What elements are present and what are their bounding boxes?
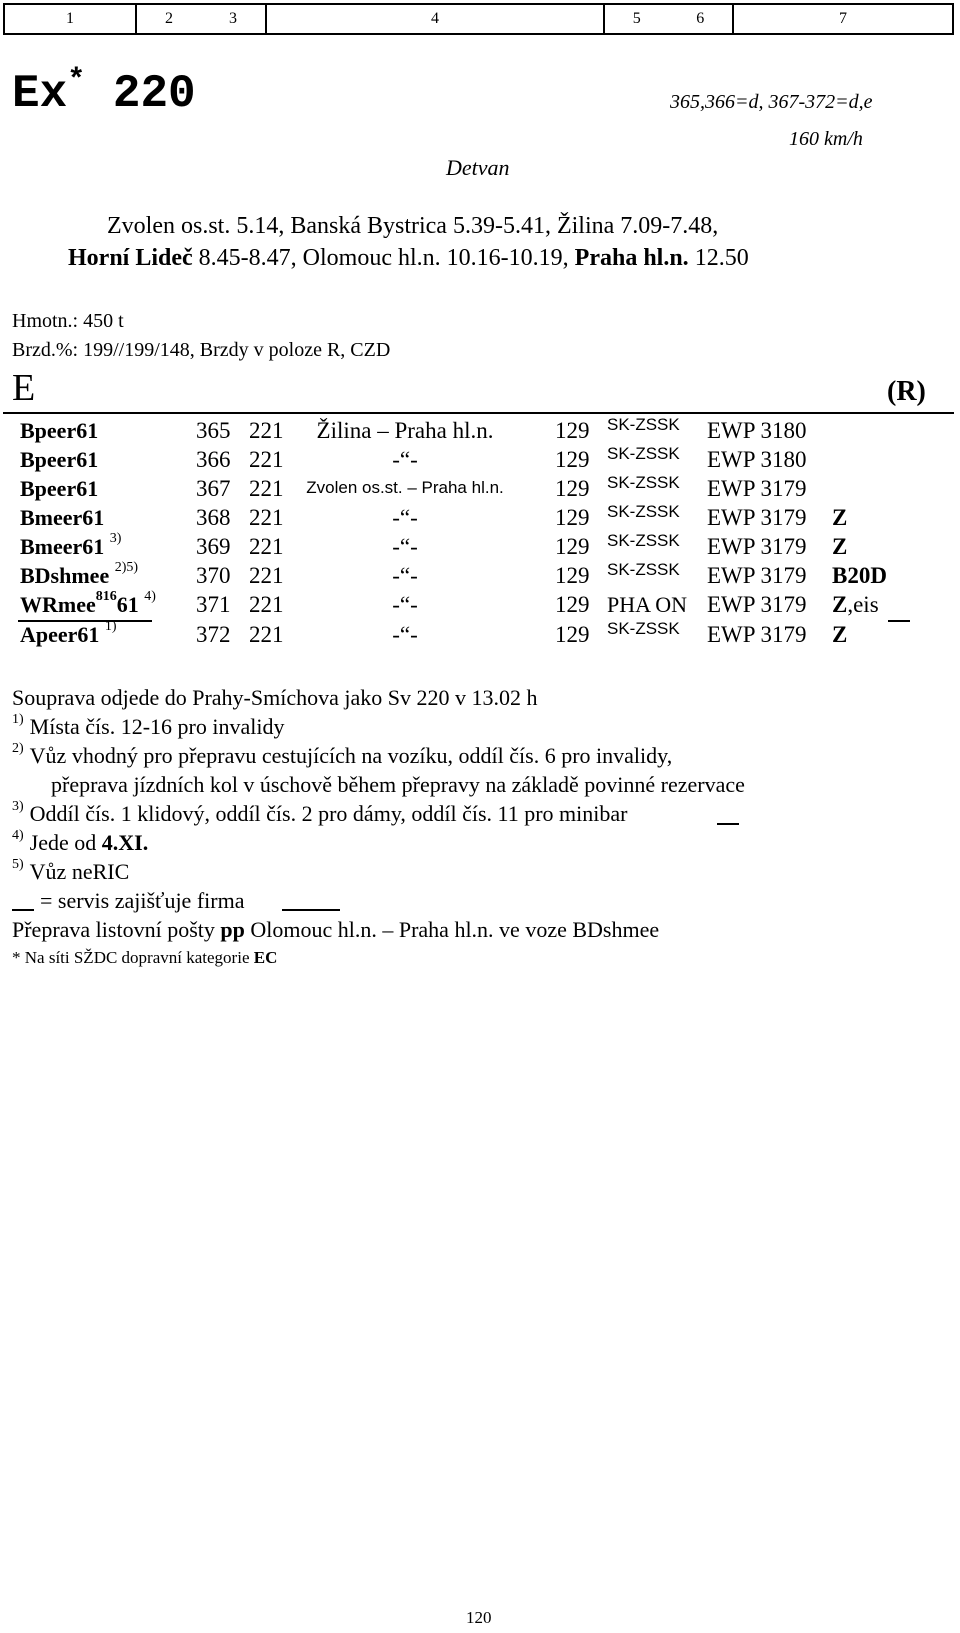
column-5: 5 — [632, 10, 641, 27]
route-stop-praha: Praha hl.n. — [574, 245, 689, 271]
coach-operator: SK-ZSSK — [607, 444, 680, 463]
coach-flag: B20D — [832, 563, 887, 588]
coach-ewp: EWP 3180 — [707, 418, 807, 443]
section-rule — [3, 412, 954, 414]
coach-type: Bmeer61 $^{3)}$ — [20, 531, 122, 559]
route-stop-horni-lidec: Horní Lideč — [68, 245, 193, 271]
coach-number: 371 — [196, 592, 231, 617]
table-row — [0, 473, 960, 506]
train-speed: 160 km/h — [789, 128, 863, 150]
coach-code: 221 — [249, 476, 284, 501]
brake-info: Brzd.%: 199//199/148, Brzdy v poloze R, CZD — [12, 339, 391, 361]
column-7: 7 — [839, 10, 847, 27]
footnote-ref: 3) — [109, 531, 122, 546]
coach-number: 365 — [196, 418, 231, 443]
table-row — [0, 619, 960, 652]
column-1: 1 — [5, 5, 137, 33]
coach-number: 368 — [196, 505, 231, 530]
train-weight: Hmotn.: 450 t — [12, 310, 124, 332]
coach-ewp: EWP 3179 — [707, 592, 807, 617]
coach-operator: SK-ZSSK — [607, 415, 680, 434]
coach-length: 129 — [555, 476, 590, 501]
footnote-5: $^{5)}$ Vůz neRIC — [12, 857, 130, 884]
footnote-2: $^{2)}$ Vůz vhodný pro přepravu cestujících na vozíku, oddíl čís. 6 pro invalidy, — [12, 741, 673, 768]
coach-ewp: EWP 3179 — [707, 534, 807, 559]
coach-flag: Z,eis — [832, 592, 879, 617]
coach-ewp: EWP 3179 — [707, 563, 807, 588]
coach-route: -“- — [392, 447, 418, 472]
footnote-1: $^{1)}$ Místa čís. 12-16 pro invalidy — [12, 712, 285, 739]
column-2: 2 — [165, 10, 173, 27]
service-legend-line — [12, 909, 34, 911]
coach-length: 129 — [555, 622, 590, 647]
coach-code: 221 — [249, 592, 284, 617]
train-name: Detvan — [446, 155, 510, 180]
coach-code: 221 — [249, 563, 284, 588]
coach-route: Zvolen os.st. – Praha hl.n. — [306, 478, 504, 497]
coach-code: 221 — [249, 418, 284, 443]
section-letter: E — [12, 367, 36, 409]
minibar-service-line — [717, 823, 739, 825]
mail-transport-note: Přeprava listovní pošty pp Olomouc hl.n. – Praha hl.n. ve voze BDshmee — [12, 917, 660, 942]
coach-route: Žilina – Praha hl.n. — [316, 418, 494, 443]
route-line-2 — [68, 245, 749, 272]
reservation-mark: (R) — [887, 376, 926, 407]
table-row — [0, 589, 960, 622]
coach-ewp: EWP 3179 — [707, 622, 807, 647]
coach-length: 129 — [555, 563, 590, 588]
table-row — [0, 502, 960, 535]
coach-operator: SK-ZSSK — [607, 560, 680, 579]
coach-type: Apeer61 $^{1)}$ — [20, 619, 117, 647]
coach-number: 369 — [196, 534, 231, 559]
column-2-3 — [137, 5, 267, 33]
coach-ewp: EWP 3179 — [707, 476, 807, 501]
coach-length: 129 — [555, 418, 590, 443]
service-firm-blank — [282, 909, 340, 911]
coach-type: Bpeer61 — [20, 447, 99, 472]
coach-operator: SK-ZSSK — [607, 619, 680, 638]
coach-flag: Z — [832, 534, 848, 559]
column-6: 6 — [696, 10, 705, 27]
coach-type: Bpeer61 — [20, 418, 99, 443]
coach-number: 370 — [196, 563, 231, 588]
coach-type: Bmeer61 — [20, 505, 105, 530]
column-3: 3 — [229, 10, 237, 27]
table-row — [0, 531, 960, 564]
footnote-ref: 1) — [104, 619, 117, 634]
coach-code: 221 — [249, 447, 284, 472]
table-row — [0, 444, 960, 477]
route-line-2-end: 12.50 — [688, 245, 749, 271]
route-line-1: Zvolen os.st. 5.14, Banská Bystrica 5.39-5.41, Žilina 7.09-7.48, — [107, 213, 719, 239]
coach-route: -“- — [392, 563, 418, 588]
footnote-ref: 4) — [144, 589, 156, 604]
coach-code: 221 — [249, 622, 284, 647]
coach-ewp: EWP 3180 — [707, 447, 807, 472]
train-category: Ex — [12, 68, 68, 120]
coach-operator: SK-ZSSK — [607, 473, 680, 492]
coach-route: -“- — [392, 534, 418, 559]
coach-length: 129 — [555, 592, 590, 617]
train-number-value: 220 — [112, 68, 196, 120]
coach-operator: SK-ZSSK — [607, 502, 680, 521]
coach-type: BDshmee $^{2)5)}$ — [20, 560, 139, 588]
page-number: 120 — [466, 1608, 492, 1627]
footnote-4: $^{4)}$ Jede od 4.XI. — [12, 828, 149, 855]
coach-operator: PHA ON — [607, 592, 688, 617]
coach-code: 221 — [249, 534, 284, 559]
column-header-strip — [3, 3, 954, 35]
coach-length: 129 — [555, 505, 590, 530]
footnote-2-continued: přeprava jízdních kol v úschově během přepravy na základě povinné rezervace — [51, 772, 745, 797]
train-asterisk: * — [67, 64, 86, 98]
coach-flag: Z — [832, 622, 848, 647]
coach-route: -“- — [392, 505, 418, 530]
coach-route: -“- — [392, 622, 418, 647]
footnote-ref: 2)5) — [114, 560, 139, 575]
coach-number: 367 — [196, 476, 231, 501]
route-line-2-mid: 8.45-8.47, Olomouc hl.n. 10.16-10.19, — [192, 245, 575, 271]
coach-flag: Z — [832, 505, 848, 530]
table-row — [0, 415, 960, 448]
coach-route: -“- — [392, 592, 418, 617]
coach-operator: SK-ZSSK — [607, 531, 680, 550]
coach-length: 129 — [555, 447, 590, 472]
szdc-category-note: * Na síti SŽDC dopravní kategorie EC — [12, 948, 278, 967]
coach-type: Bpeer61 — [20, 476, 99, 501]
coach-type-superscript: 816 — [95, 589, 117, 604]
coach-number: 372 — [196, 622, 231, 647]
coach-number: 366 — [196, 447, 231, 472]
coach-ewp: EWP 3179 — [707, 505, 807, 530]
coach-type: WRmee$^{816}$61 $^{4)}$ — [20, 589, 156, 617]
column-4: 4 — [267, 5, 605, 33]
footnote-3: $^{3)}$ Oddíl čís. 1 klidový, oddíl čís. 2 pro dámy, oddíl čís. 11 pro minibar — [12, 799, 628, 826]
train-number — [12, 64, 196, 120]
coach-code: 221 — [249, 505, 284, 530]
column-5-6 — [605, 5, 734, 33]
days-note: 365,366=d, 367-372=d,e — [670, 91, 873, 113]
service-legend: = servis zajišťuje firma — [40, 888, 245, 913]
coach-length: 129 — [555, 534, 590, 559]
note-consist-continues: Souprava odjede do Prahy-Smíchova jako Sv 220 v 13.02 h — [12, 685, 538, 710]
